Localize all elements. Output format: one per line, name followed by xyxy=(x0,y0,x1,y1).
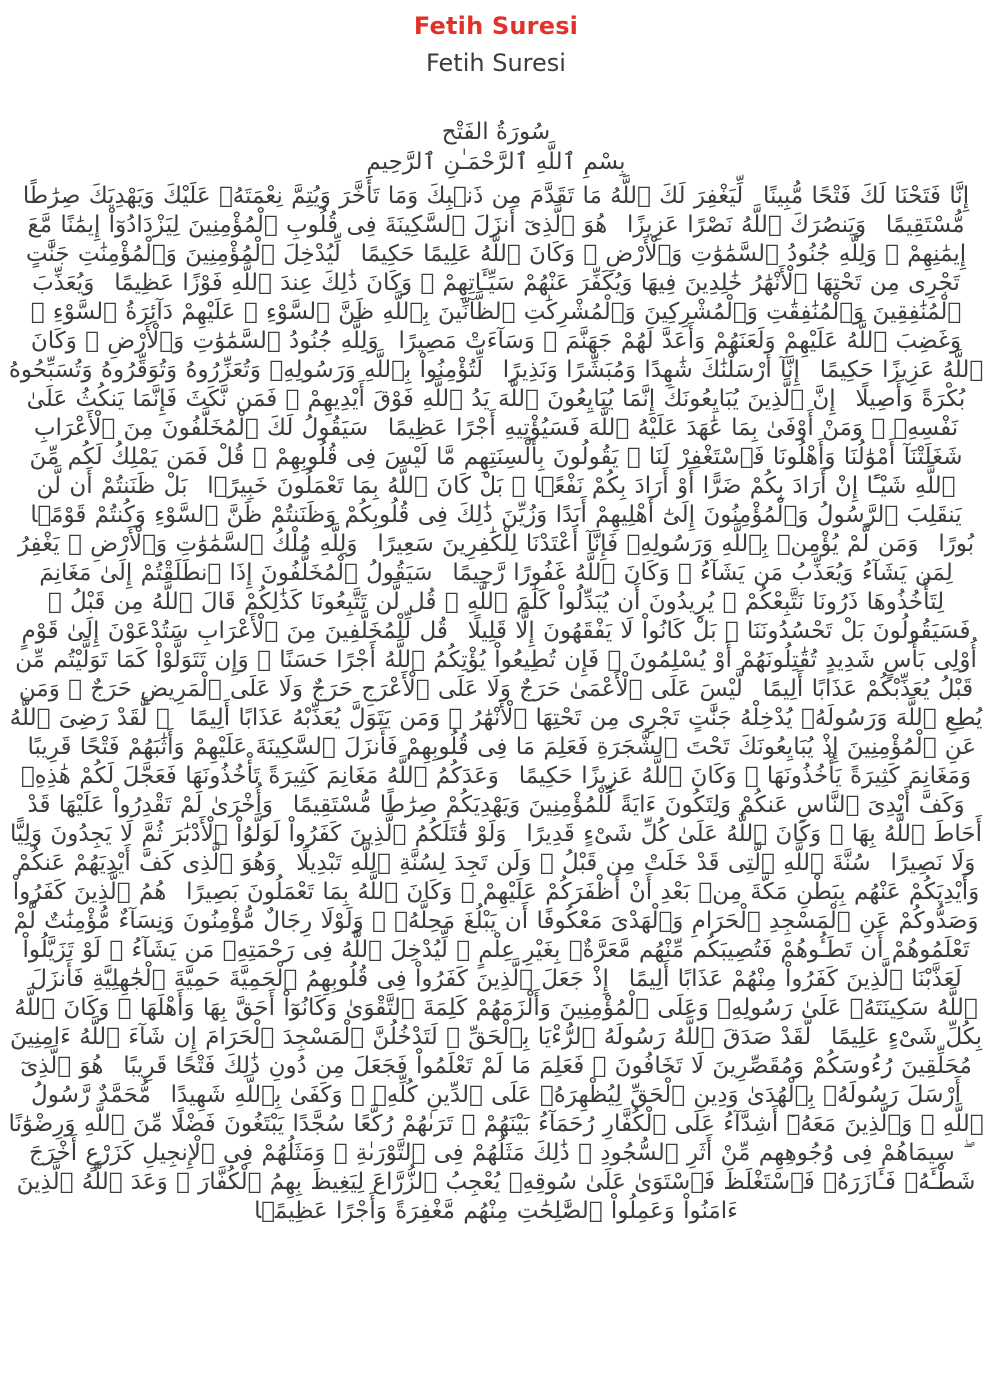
surah-header xyxy=(0,117,992,177)
document-page xyxy=(0,12,992,1226)
page-title: Fetih Suresi xyxy=(413,12,579,40)
bismillah: بِسْمِ ٱللَّهِ ٱلرَّحْمَـٰنِ ٱلرَّحِيمِ xyxy=(366,149,626,175)
page-subtitle: Fetih Suresi xyxy=(426,49,566,77)
surah-name-arabic: سُورَةُ الفَتْح xyxy=(441,119,551,145)
surah-text: إِنَّا فَتَحْنَا لَكَ فَتْحًا مُّبِينًا لِّيَغْفِرَ لَكَ ٱللَّهُ مَا تَقَدَّمَ مِن ذَنۢبِكَ وَمَا تَأَخَّرَ وَيُتِمَّ نِعْمَتَهُۥ عَلَيْكَ وَيَهْدِيَكَ صِرَٰطًا مُّسْتَقِيمًا وَيَنصُرَكَ ٱللَّهُ نَصْرًا عَزِيزًا هُوَ ٱلَّذِىٓ أَنزَلَ ٱلسَّكِينَةَ فِى قُلُوبِ ٱلْمُؤْمِنِينَ لِيَزْدَادُوٓاْ إِيمَٰنًا مَّعَ إِيمَٰنِهِمْ ۗ وَلِلَّهِ جُنُودُ ٱلسَّمَٰوَٰتِ وَٱلْأَرْضِ ۚ وَكَانَ ٱللَّهُ عَلِيمًا حَكِيمًا لِّيُدْخِلَ ٱلْمُؤْمِنِينَ وَٱلْمُؤْمِنَٰتِ جَنَّٰتٍ تَجْرِى مِن تَحْتِهَا ٱلْأَنْهَٰرُ خَٰلِدِينَ فِيهَا وَيُكَفِّرَ عَنْهُمْ سَيِّـَٔاتِهِمْ ۚ وَكَانَ ذَٰلِكَ عِندَ ٱللَّهِ فَوْزًا عَظِيمًا وَيُعَذِّبَ ٱلْمُنَٰفِقِينَ وَٱلْمُنَٰفِقَٰتِ وَٱلْمُشْرِكِينَ وَٱلْمُشْرِكَٰتِ ٱلظَّآنِّينَ بِٱللَّهِ ظَنَّ ٱلسَّوْءِ ۚ عَلَيْهِمْ دَآئِرَةُ ٱلسَّوْءِ ۖ وَغَضِبَ ٱللَّهُ عَلَيْهِمْ وَلَعَنَهُمْ وَأَعَدَّ لَهُمْ جَهَنَّمَ ۖ وَسَآءَتْ مَصِيرًا وَلِلَّهِ جُنُودُ ٱلسَّمَٰوَٰتِ وَٱلْأَرْضِ ۚ وَكَانَ ٱللَّهُ عَزِيزًا حَكِيمًا إِنَّآ أَرْسَلْنَٰكَ شَٰهِدًا وَمُبَشِّرًا وَنَذِيرًا لِّتُؤْمِنُواْ بِٱللَّهِ وَرَسُولِهِۦ وَتُعَزِّرُوهُ وَتُوَقِّرُوهُ وَتُسَبِّحُوهُ بُكْرَةً وَأَصِيلًا إِنَّ ٱلَّذِينَ يُبَايِعُونَكَ إِنَّمَا يُبَايِعُونَ ٱللَّهَ يَدُ ٱللَّهِ فَوْقَ أَيْدِيهِمْ ۚ فَمَن نَّكَثَ فَإِنَّمَا يَنكُثُ عَلَىٰ نَفْسِهِۦ ۖ وَمَنْ أَوْفَىٰ بِمَا عَٰهَدَ عَلَيْهُ ٱللَّهَ فَسَيُؤْتِيهِ أَجْرًا عَظِيمًا سَيَقُولُ لَكَ ٱلْمُخَلَّفُونَ مِنَ ٱلْأَعْرَابِ شَغَلَتْنَآ أَمْوَٰلُنَا وَأَهْلُونَا فَٱسْتَغْفِرْ لَنَا ۚ يَقُولُونَ بِأَلْسِنَتِهِم مَّا لَيْسَ فِى قُلُوبِهِمْ ۚ قُلْ فَمَن يَمْلِكُ لَكُم مِّنَ ٱللَّهِ شَيْـًٔا إِنْ أَرَادَ بِكُمْ ضَرًّا أَوْ أَرَادَ بِكُمْ نَفْعًۢا ۚ بَلْ كَانَ ٱللَّهُ بِمَا تَعْمَلُونَ خَبِيرًۢا بَلْ ظَنَنتُمْ أَن لَّن يَنقَلِبَ ٱلرَّسُولُ وَٱلْمُؤْمِنُونَ إِلَىٰٓ أَهْلِيهِمْ أَبَدًا وَزُيِّنَ ذَٰلِكَ فِى قُلُوبِكُمْ وَظَنَنتُمْ ظَنَّ ٱلسَّوْءِ وَكُنتُمْ قَوْمًۢا بُورًا وَمَن لَّمْ يُؤْمِنۢ بِٱللَّهِ وَرَسُولِهِۦ فَإِنَّآ أَعْتَدْنَا لِلْكَٰفِرِينَ سَعِيرًا وَلِلَّهِ مُلْكُ ٱلسَّمَٰوَٰتِ وَٱلْأَرْضِ ۚ يَغْفِرُ لِمَن يَشَآءُ وَيُعَذِّبُ مَن يَشَآءُ ۚ وَكَانَ ٱللَّهُ غَفُورًا رَّحِيمًا سَيَقُولُ ٱلْمُخَلَّفُونَ إِذَا ٱنطَلَقْتُمْ إِلَىٰ مَغَانِمَ لِتَأْخُذُوهَا ذَرُونَا نَتَّبِعْكُمْ ۖ يُرِيدُونَ أَن يُبَدِّلُواْ كَلَٰمَ ٱللَّهِ ۚ قُل لَّن تَتَّبِعُونَا كَذَٰلِكُمْ قَالَ ٱللَّهُ مِن قَبْلُ ۖ فَسَيَقُولُونَ بَلْ تَحْسُدُونَنَا ۚ بَلْ كَانُواْ لَا يَفْقَهُونَ إِلَّا قَلِيلًا قُل لِّلْمُخَلَّفِينَ مِنَ ٱلْأَعْرَابِ سَتُدْعَوْنَ إِلَىٰ قَوْمٍ أُوْلِى بَأْسٍ شَدِيدٍ تُقَٰتِلُونَهُمْ أَوْ يُسْلِمُونَ ۖ فَإِن تُطِيعُواْ يُؤْتِكُمُ ٱللَّهُ أَجْرًا حَسَنًا ۖ وَإِن تَتَوَلَّوْاْ كَمَا تَوَلَّيْتُم مِّن قَبْلُ يُعَذِّبْكُمْ عَذَابًا أَلِيمًا لَّيْسَ عَلَى ٱلْأَعْمَىٰ حَرَجٌ وَلَا عَلَى ٱلْأَعْرَجِ حَرَجٌ وَلَا عَلَى ٱلْمَرِيضِ حَرَجٌ ۗ وَمَن يُطِعِ ٱللَّهَ وَرَسُولَهُۥ يُدْخِلْهُ جَنَّٰتٍ تَجْرِى مِن تَحْتِهَا ٱلْأَنْهَٰرُ ۖ وَمَن يَتَوَلَّ يُعَذِّبْهُ عَذَابًا أَلِيمًا ۞ لَّقَدْ رَضِىَ ٱللَّهُ عَنِ ٱلْمُؤْمِنِينَ إِذْ يُبَايِعُونَكَ تَحْتَ ٱلشَّجَرَةِ فَعَلِمَ مَا فِى قُلُوبِهِمْ فَأَنزَلَ ٱلسَّكِينَةَ عَلَيْهِمْ وَأَثَٰبَهُمْ فَتْحًا قَرِيبًا وَمَغَانِمَ كَثِيرَةً يَأْخُذُونَهَا ۗ وَكَانَ ٱللَّهُ عَزِيزًا حَكِيمًا وَعَدَكُمُ ٱللَّهُ مَغَانِمَ كَثِيرَةً تَأْخُذُونَهَا فَعَجَّلَ لَكُمْ هَٰذِهِۦ وَكَفَّ أَيْدِىَ ٱلنَّاسِ عَنكُمْ وَلِتَكُونَ ءَايَةً لِّلْمُؤْمِنِينَ وَيَهْدِيَكُمْ صِرَٰطًا مُّسْتَقِيمًا وَأُخْرَىٰ لَمْ تَقْدِرُواْ عَلَيْهَا قَدْ أَحَاطَ ٱللَّهُ بِهَا ۚ وَكَانَ ٱللَّهُ عَلَىٰ كُلِّ شَىْءٍ قَدِيرًا وَلَوْ قَٰتَلَكُمُ ٱلَّذِينَ كَفَرُواْ لَوَلَّوُاْ ٱلْأَدْبَٰرَ ثُمَّ لَا يَجِدُونَ وَلِيًّا وَلَا نَصِيرًا سُنَّةَ ٱللَّهِ ٱلَّتِى قَدْ خَلَتْ مِن قَبْلُ ۖ وَلَن تَجِدَ لِسُنَّةِ ٱللَّهِ تَبْدِيلًا وَهُوَ ٱلَّذِى كَفَّ أَيْدِيَهُمْ عَنكُمْ وَأَيْدِيَكُمْ عَنْهُم بِبَطْنِ مَكَّةَ مِنۢ بَعْدِ أَنْ أَظْفَرَكُمْ عَلَيْهِمْ ۚ وَكَانَ ٱللَّهُ بِمَا تَعْمَلُونَ بَصِيرًا هُمُ ٱلَّذِينَ كَفَرُواْ وَصَدُّوكُمْ عَنِ ٱلْمَسْجِدِ ٱلْحَرَامِ وَٱلْهَدْىَ مَعْكُوفًا أَن يَبْلُغَ مَحِلَّهُۥ ۚ وَلَوْلَا رِجَالٌ مُّؤْمِنُونَ وَنِسَآءٌ مُّؤْمِنَٰتٌ لَّمْ تَعْلَمُوهُمْ أَن تَطَـُٔوهُمْ فَتُصِيبَكُم مِّنْهُم مَّعَرَّةٌۢ بِغَيْرِ عِلْمٍ ۖ لِّيُدْخِلَ ٱللَّهُ فِى رَحْمَتِهِۦ مَن يَشَآءُ ۚ لَوْ تَزَيَّلُواْ لَعَذَّبْنَا ٱلَّذِينَ كَفَرُواْ مِنْهُمْ عَذَابًا أَلِيمًا إِذْ جَعَلَ ٱلَّذِينَ كَفَرُواْ فِى قُلُوبِهِمُ ٱلْحَمِيَّةَ حَمِيَّةَ ٱلْجَٰهِلِيَّةِ فَأَنزَلَ ٱللَّهُ سَكِينَتَهُۥ عَلَىٰ رَسُولِهِۦ وَعَلَى ٱلْمُؤْمِنِينَ وَأَلْزَمَهُمْ كَلِمَةَ ٱلتَّقْوَىٰ وَكَانُوٓاْ أَحَقَّ بِهَا وَأَهْلَهَا ۚ وَكَانَ ٱللَّهُ بِكُلِّ شَىْءٍ عَلِيمًا لَّقَدْ صَدَقَ ٱللَّهُ رَسُولَهُ ٱلرُّءْيَا بِٱلْحَقِّ ۖ لَتَدْخُلُنَّ ٱلْمَسْجِدَ ٱلْحَرَامَ إِن شَآءَ ٱللَّهُ ءَامِنِينَ مُحَلِّقِينَ رُءُوسَكُمْ وَمُقَصِّرِينَ لَا تَخَافُونَ ۖ فَعَلِمَ مَا لَمْ تَعْلَمُواْ فَجَعَلَ مِن دُونِ ذَٰلِكَ فَتْحًا قَرِيبًا هُوَ ٱلَّذِىٓ أَرْسَلَ رَسُولَهُۥ بِٱلْهُدَىٰ وَدِينِ ٱلْحَقِّ لِيُظْهِرَهُۥ عَلَى ٱلدِّينِ كُلِّهِۦ ۚ وَكَفَىٰ بِٱللَّهِ شَهِيدًا مُّحَمَّدٌ رَّسُولُ ٱللَّهِ ۚ وَٱلَّذِينَ مَعَهُۥٓ أَشِدَّآءُ عَلَى ٱلْكُفَّارِ رُحَمَآءُ بَيْنَهُمْ ۖ تَرَىٰهُمْ رُكَّعًا سُجَّدًا يَبْتَغُونَ فَضْلًا مِّنَ ٱللَّهِ وَرِضْوَٰنًا ۖ سِيمَاهُمْ فِى وُجُوهِهِم مِّنْ أَثَرِ ٱلسُّجُودِ ۚ ذَٰلِكَ مَثَلُهُمْ فِى ٱلتَّوْرَىٰةِ ۚ وَمَثَلُهُمْ فِى ٱلْإِنجِيلِ كَزَرْعٍ أَخْرَجَ شَطْـَٔهُۥ فَـَٔازَرَهُۥ فَٱسْتَغْلَظَ فَٱسْتَوَىٰ عَلَىٰ سُوقِهِۦ يُعْجِبُ ٱلزُّرَّاعَ لِيَغِيظَ بِهِمُ ٱلْكُفَّارَ ۗ وَعَدَ ٱللَّهُ ٱلَّذِينَ ءَامَنُواْ وَعَمِلُواْ ٱلصَّٰلِحَٰتِ مِنْهُم مَّغْفِرَةً وَأَجْرًا عَظِيمًۢا xyxy=(8,183,984,1224)
